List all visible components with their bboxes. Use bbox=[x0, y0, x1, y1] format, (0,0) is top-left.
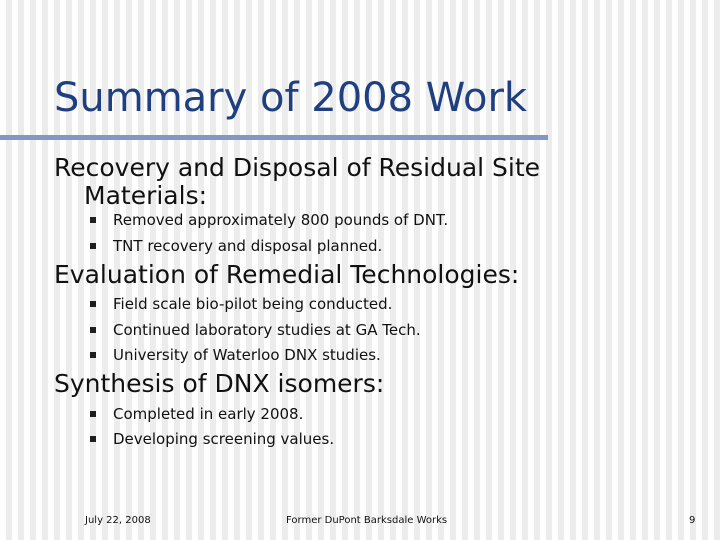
slide-title: Summary of 2008 Work bbox=[54, 75, 528, 121]
footer-date: July 22, 2008 bbox=[85, 515, 151, 526]
section-heading-recovery bbox=[54, 154, 540, 210]
section-heading-line: Materials: bbox=[84, 181, 208, 210]
footer-title: Former DuPont Barksdale Works bbox=[286, 515, 448, 526]
bullet-item bbox=[90, 429, 334, 449]
bullet-item bbox=[90, 320, 421, 340]
title-underline bbox=[0, 135, 548, 140]
square-bullet-icon bbox=[90, 217, 96, 223]
bullet-item bbox=[90, 345, 381, 365]
square-bullet-icon bbox=[90, 411, 96, 417]
square-bullet-icon bbox=[90, 352, 96, 358]
square-bullet-icon bbox=[90, 436, 96, 442]
bullet-text: Developing screening values. bbox=[113, 430, 335, 448]
bullet-text: TNT recovery and disposal planned. bbox=[113, 237, 383, 255]
bullet-text: University of Waterloo DNX studies. bbox=[113, 346, 381, 364]
square-bullet-icon bbox=[90, 327, 96, 333]
bullet-item bbox=[90, 210, 448, 230]
page-number: 9 bbox=[689, 515, 696, 526]
bullet-item bbox=[90, 404, 303, 424]
bullet-text: Removed approximately 800 pounds of DNT. bbox=[113, 211, 449, 229]
bullet-text: Field scale bio-pilot being conducted. bbox=[113, 295, 393, 313]
section-heading-synthesis: Synthesis of DNX isomers: bbox=[54, 369, 385, 398]
bullet-item bbox=[90, 236, 382, 256]
bullet-text: Completed in early 2008. bbox=[113, 405, 304, 423]
bullet-text: Continued laboratory studies at GA Tech. bbox=[113, 321, 421, 339]
square-bullet-icon bbox=[90, 243, 96, 249]
bullet-item bbox=[90, 294, 392, 314]
square-bullet-icon bbox=[90, 301, 96, 307]
section-heading-line: Recovery and Disposal of Residual Site bbox=[54, 153, 541, 182]
section-heading-evaluation: Evaluation of Remedial Technologies: bbox=[54, 260, 520, 289]
